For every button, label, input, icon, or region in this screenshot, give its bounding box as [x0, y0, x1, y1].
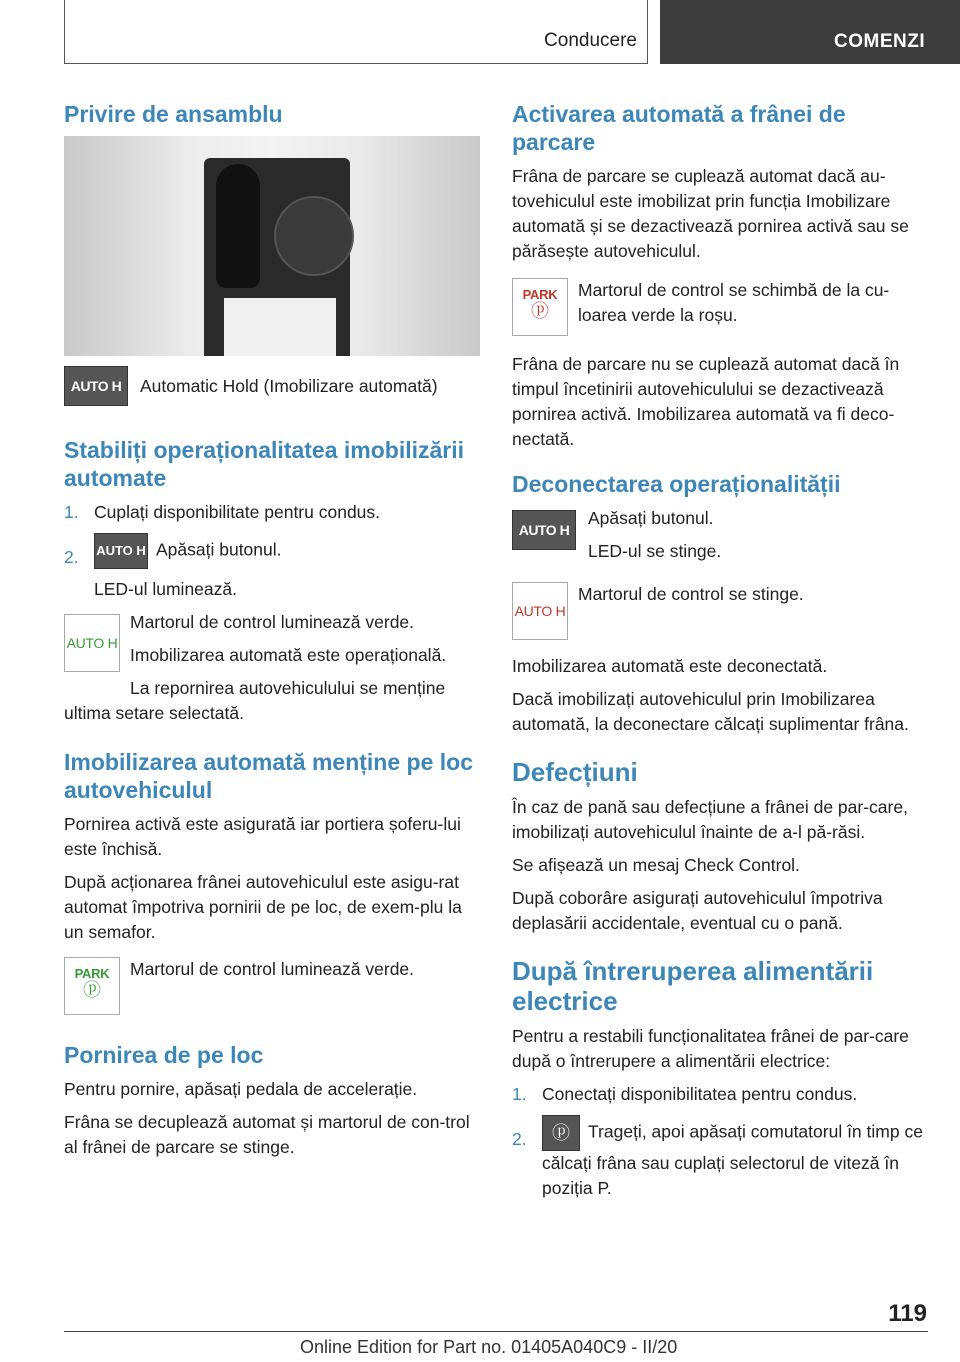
header-section-box — [64, 0, 648, 64]
disable-button-row — [512, 506, 928, 572]
console-panel — [224, 298, 336, 356]
seat-right — [360, 136, 480, 356]
faults-paragraph-3: După coborâre asigurați autovehiculul împotriva deplasării accidentale, eventual cu o pană. — [512, 888, 883, 933]
disable-heading: Deconectarea operaționalității — [512, 471, 841, 497]
park-indicator-green-icon: PARK ⓟ — [64, 957, 120, 1015]
step-text: Conectați disponibilitatea pentru condus. — [542, 1084, 858, 1104]
step-text: Trageți, apoi apăsați comutatorul în timp ce călcați frâna sau cuplați selectorul de viteză în poziția P. — [542, 1121, 923, 1198]
power-step-2 — [512, 1115, 928, 1201]
setup-heading: Stabiliți operaționalitatea imobilizării automate — [64, 437, 465, 491]
auto-hold-row — [64, 374, 482, 418]
disable-led-text: LED-ul se stinge. — [588, 541, 722, 561]
indicator-green-row — [64, 610, 482, 726]
indicator-text-1: Martorul de control luminează verde. — [130, 612, 415, 632]
console — [204, 158, 350, 356]
hold-paragraph-1: Pornirea activă este asigurată iar portiera șoferu-lui este închisă. — [64, 814, 461, 859]
faults-paragraph-2: Se afișează un mesaj Check Control. — [512, 855, 800, 875]
park-green-row — [64, 957, 482, 1023]
start-heading: Pornirea de pe loc — [64, 1042, 264, 1068]
auto-h-button-icon: AUTO H — [512, 510, 576, 550]
overview-heading: Privire de ansamblu — [64, 101, 283, 127]
faults-paragraph-1: În caz de pană sau defecțiune a frânei de par-care, imobilizați autovehiculul înainte de a-l pă-răsi. — [512, 797, 908, 842]
power-step-1 — [512, 1082, 928, 1107]
step-number: 2. — [512, 1129, 527, 1149]
power-heading: După întreruperea alimentării electrice — [512, 956, 874, 1016]
page-number: 119 — [888, 1300, 927, 1327]
disable-press-text: Apăsați butonul. — [588, 508, 714, 528]
seat-left — [64, 136, 184, 356]
park-red-text: Martorul de control se schimbă de la cu-loarea verde la roșu. — [578, 280, 890, 325]
step-number: 1. — [512, 1084, 527, 1104]
auto-h-button-icon: AUTO H — [94, 533, 148, 569]
right-column — [512, 100, 928, 1209]
park-green-text: Martorul de control luminează verde. — [130, 959, 415, 979]
footer-divider — [64, 1331, 928, 1332]
auto-h-indicator-off-icon: AUTO H — [512, 582, 568, 640]
step-led-text: LED-ul luminează. — [94, 579, 237, 599]
disable-paragraph-2: Dacă imobilizați autovehiculul prin Imobilizarea automată, la deconectare călcați suplimentar frâna. — [512, 689, 909, 734]
step-number: 1. — [64, 502, 79, 522]
parking-brake-switch-icon: ⓟ — [542, 1115, 580, 1151]
step-text: Apăsați butonul. — [156, 539, 282, 560]
disable-indicator-row — [512, 582, 928, 644]
header-chapter-title: COMENZI — [834, 31, 926, 52]
gear-selector — [216, 164, 260, 288]
header-section-title: Conducere — [544, 30, 637, 51]
indicator-text-2: Imobilizarea automată este operațională. — [130, 645, 447, 665]
park-indicator-red-icon: PARK ⓟ — [512, 278, 568, 336]
indicator-text-3: La repornirea autovehiculului se menține ultima setare selectată. — [64, 678, 446, 723]
auto-hold-label: Automatic Hold (Imobilizare automată) — [140, 376, 438, 396]
center-console-photo — [64, 136, 480, 356]
step-number: 2. — [64, 547, 79, 567]
footer-edition: Online Edition for Part no. 01405A040C9 - II/20 — [300, 1337, 678, 1357]
power-paragraph-1: Pentru a restabili funcționalitatea frânei de par-care după o întrerupere a alimentării electrice: — [512, 1026, 909, 1071]
left-column — [64, 100, 482, 1168]
idrive-controller — [274, 196, 354, 276]
disable-indicator-text: Martorul de control se stinge. — [578, 584, 804, 604]
start-paragraph-2: Frâna se decuplează automat și martorul de con-trol al frânei de parcare se stinge. — [64, 1112, 470, 1157]
auto-park-heading: Activarea automată a frânei de parcare — [512, 101, 846, 155]
step-text: Cuplați disponibilitate pentru condus. — [94, 502, 381, 522]
setup-step-1 — [64, 500, 482, 525]
auto-h-indicator-green-icon: AUTO H — [64, 614, 120, 672]
start-paragraph-1: Pentru pornire, apăsați pedala de accelerație. — [64, 1079, 418, 1099]
auto-h-button-icon: AUTO H — [64, 366, 128, 406]
auto-park-paragraph-2: Frâna de parcare nu se cuplează automat dacă în timpul încetinirii autovehiculului se dezactivează pornirea activă. Imobilizarea automată va fi deco-nectată. — [512, 354, 900, 449]
faults-heading: Defecțiuni — [512, 757, 638, 787]
park-red-row — [512, 278, 928, 342]
hold-heading: Imobilizarea automată menține pe loc autovehiculul — [64, 749, 473, 803]
hold-paragraph-2: După acționarea frânei autovehiculul este asigu-rat automat împotriva pornirii de pe loc, de exem-plu la un semafor. — [64, 872, 462, 942]
auto-park-paragraph-1: Frâna de parcare se cuplează automat dacă au-tovehiculul este imobilizat prin funcția Imobilizare automată și se dezactivează pornirea activă sau se părăsește autovehiculul. — [512, 166, 909, 261]
setup-step-2 — [64, 533, 482, 602]
disable-paragraph-1: Imobilizarea automată este deconectată. — [512, 656, 828, 676]
